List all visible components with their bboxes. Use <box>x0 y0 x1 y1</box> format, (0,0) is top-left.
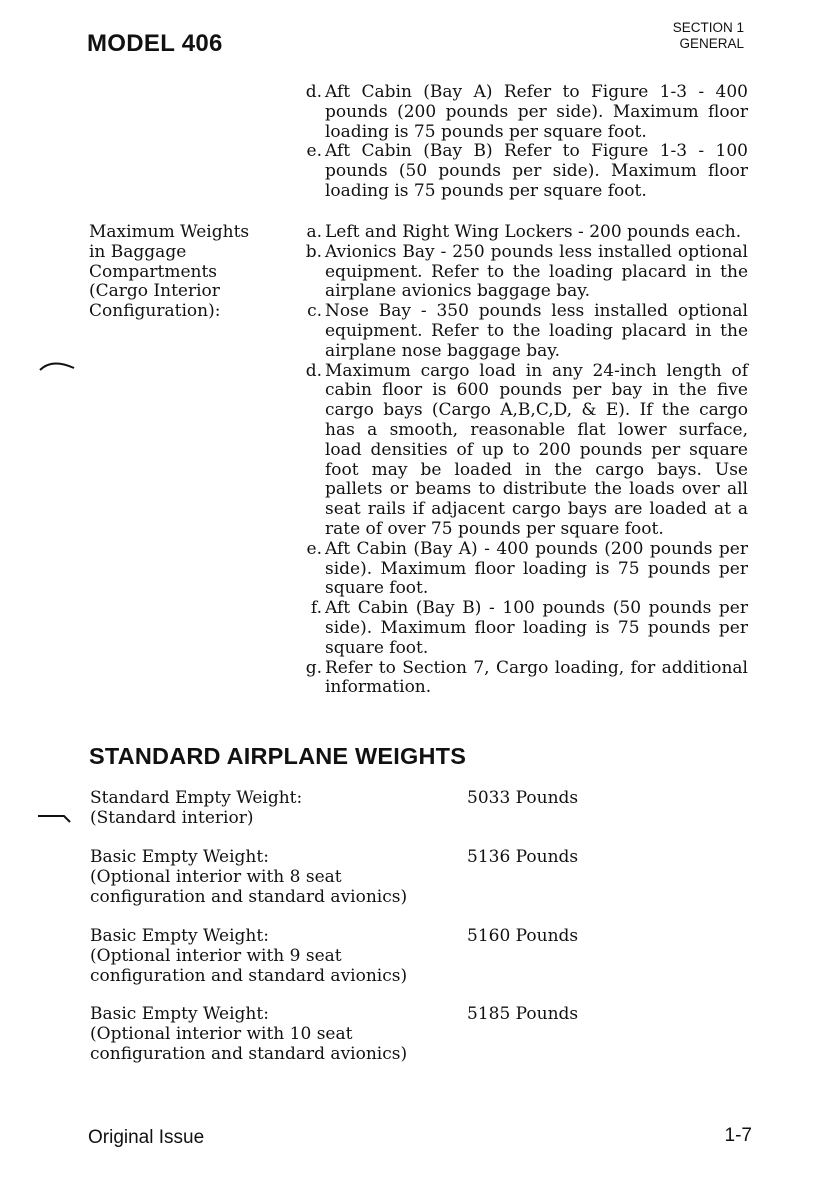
revision-mark-icon <box>38 356 78 376</box>
cargo-items-list <box>298 223 748 698</box>
label-line: (Optional interior with 10 seat <box>90 1023 353 1044</box>
item-marker: d. <box>305 82 322 102</box>
item-marker: c. <box>307 301 322 322</box>
item-text: Nose Bay - 350 pounds less installed optional equipment. Refer to the loading placard in the airplane nose baggage bay. <box>325 301 748 361</box>
weight-row-label <box>90 848 450 907</box>
item-marker: b. <box>305 241 322 262</box>
weight-row-label <box>90 1005 450 1064</box>
list-item <box>298 540 748 599</box>
label-line: configuration and standard avionics) <box>90 965 408 986</box>
label-line: configuration and standard avionics) <box>90 1043 408 1064</box>
label-line: Maximum Weights <box>89 222 250 242</box>
weight-row-label <box>90 927 450 986</box>
list-item <box>298 223 748 243</box>
item-marker: a. <box>306 222 322 242</box>
weight-value: 5160 Pounds <box>467 926 579 946</box>
item-text: Maximum cargo load in any 24-inch length of cabin floor is 600 pounds per bay in the five cargo bays (Cargo A,B,C,D, & E). If the cargo has a smooth, reasonable flat lower surface, load densities of up to 200 pounds per square foot may be loaded in the cargo bays. Use pallets or beams to distribute the loads over all seat rails if adjacent cargo bays are loaded at a rate of over 75 pounds per square foot. <box>325 360 748 539</box>
label-line: in Baggage <box>89 241 187 262</box>
item-marker: e. <box>306 141 322 162</box>
list-item <box>298 142 748 201</box>
label-line: (Optional interior with 8 seat <box>90 866 342 887</box>
item-text: Aft Cabin (Bay B) Refer to Figure 1-3 - 100 pounds (50 pounds per side). Maximum floor loading is 75 pounds per square foot. <box>325 141 748 201</box>
section-number: SECTION 1 <box>672 20 744 35</box>
item-text: Refer to Section 7, Cargo loading, for additional information. <box>325 657 748 698</box>
item-text: Avionics Bay - 250 pounds less installed optional equipment. Refer to the loading placard in the airplane avionics baggage bay. <box>325 241 748 302</box>
weight-value: 5136 Pounds <box>467 847 579 867</box>
label-line: Basic Empty Weight: <box>90 1004 269 1024</box>
page-number: 1-7 <box>724 1125 752 1146</box>
label-line: Compartments <box>89 261 218 282</box>
weight-value: 5185 Pounds <box>467 1004 579 1024</box>
revision-mark-icon <box>36 808 76 828</box>
label-line: configuration and standard avionics) <box>90 886 408 907</box>
item-text: Aft Cabin (Bay B) - 100 pounds (50 pounds per side). Maximum floor loading is 75 pounds per square foot. <box>325 598 748 658</box>
list-item <box>298 243 748 302</box>
label-line: (Cargo Interior <box>89 281 220 302</box>
weight-value: 5033 Pounds <box>467 788 579 808</box>
weight-row-label <box>90 789 450 829</box>
label-line: Basic Empty Weight: <box>90 926 269 946</box>
section-name: GENERAL <box>679 36 744 51</box>
list-item <box>298 362 748 540</box>
cargo-section-label <box>89 223 289 322</box>
item-marker: f. <box>310 598 322 619</box>
list-item <box>298 83 748 142</box>
label-line: Basic Empty Weight: <box>90 847 269 867</box>
label-line: Configuration): <box>89 301 221 322</box>
model-title: MODEL 406 <box>87 30 223 57</box>
footer-issue: Original Issue <box>88 1127 205 1148</box>
section-header <box>673 20 744 52</box>
section-heading: STANDARD AIRPLANE WEIGHTS <box>89 743 467 769</box>
item-text: Aft Cabin (Bay A) - 400 pounds (200 pounds per side). Maximum floor loading is 75 pounds per square foot. <box>325 538 748 599</box>
label-line: Standard Empty Weight: <box>90 788 303 808</box>
item-marker: d. <box>305 360 322 381</box>
list-item <box>298 659 748 699</box>
list-item <box>298 599 748 658</box>
item-text: Aft Cabin (Bay A) Refer to Figure 1-3 - 400 pounds (200 pounds per side). Maximum floor loading is 75 pounds per square foot. <box>325 82 748 142</box>
passenger-items-list <box>298 83 748 202</box>
list-item <box>298 302 748 361</box>
item-marker: e. <box>306 538 322 559</box>
item-text: Left and Right Wing Lockers - 200 pounds each. <box>325 222 742 242</box>
item-marker: g. <box>305 657 322 678</box>
label-line: (Standard interior) <box>90 807 254 828</box>
label-line: (Optional interior with 9 seat <box>90 945 342 966</box>
